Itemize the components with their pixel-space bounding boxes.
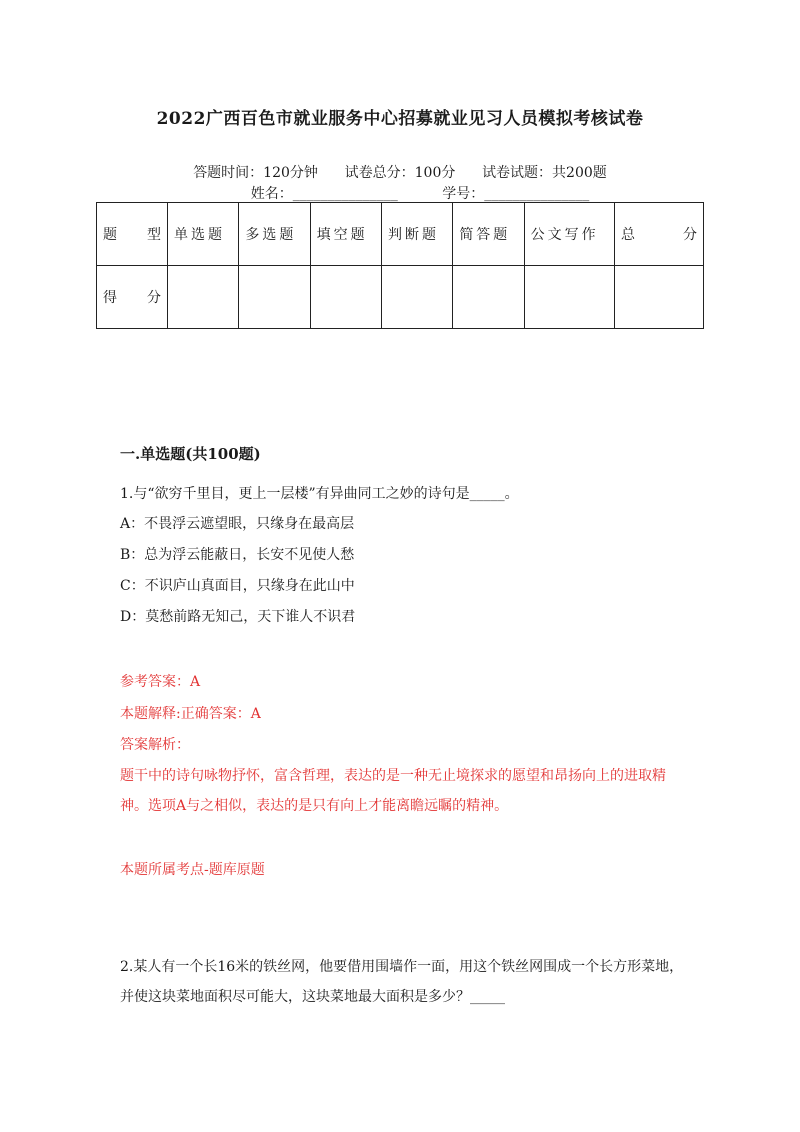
score-table <box>96 202 704 329</box>
name-field: 姓名：_______________ <box>250 186 398 202</box>
question-1-analysis: 题干中的诗句咏物抒怀，富含哲理，表达的是一种无止境探求的愿望和昂扬向上的进取精神。选项A与之相似，表达的是只有向上才能离瞻远瞩的精神。 <box>120 768 666 814</box>
score-table-score-row <box>97 266 704 329</box>
question-1-option-a: A：不畏浮云遮望眼，只缘身在最高层 <box>120 516 355 532</box>
question-1-stem: 1.与“欲穷千里目，更上一层楼”有异曲同工之妙的诗句是_____。 <box>120 486 519 502</box>
score-cell <box>524 266 614 329</box>
score-cell <box>453 266 524 329</box>
score-cell <box>168 266 239 329</box>
question-1-source: 本题所属考点-题库原题 <box>120 862 265 878</box>
col-single-choice: 单选题 <box>168 203 239 266</box>
score-table-header-row <box>97 203 704 266</box>
exam-title: 2022广西百色市就业服务中心招募就业见习人员模拟考核试卷 <box>156 109 644 129</box>
question-1-answer: 参考答案：A <box>120 674 201 690</box>
score-cell <box>239 266 310 329</box>
type-header-left: 题 <box>103 227 117 243</box>
question-1-option-d: D：莫愁前路无知己，天下谁人不识君 <box>120 609 356 625</box>
total-score: 试卷总分：100分 <box>344 165 456 181</box>
col-multi-choice: 多选题 <box>239 203 310 266</box>
total-header-right: 分 <box>683 227 697 243</box>
question-1-explanation: 本题解释:正确答案：A <box>120 706 261 722</box>
col-true-false: 判断题 <box>381 203 452 266</box>
score-cell <box>310 266 381 329</box>
question-1-option-c: C：不识庐山真面目，只缘身在此山中 <box>120 578 355 594</box>
score-label-left: 得 <box>103 290 117 306</box>
question-1-analysis-label: 答案解析： <box>120 737 190 753</box>
type-header-cell <box>97 203 168 266</box>
student-info-line <box>20 183 800 203</box>
section-heading: 一.单选题(共100题) <box>120 445 261 463</box>
score-cell <box>381 266 452 329</box>
student-id-field: 学号：_______________ <box>442 186 590 202</box>
score-label-cell <box>97 266 168 329</box>
question-1-option-b: B：总为浮云能蔽日，长安不见使人愁 <box>120 547 355 563</box>
question-2-stem: 2.某人有一个长16米的铁丝网，他要借用围墙作一面，用这个铁丝网围成一个长方形菜地，并使这块菜地面积尽可能大，这块菜地最大面积是多少？_____ <box>120 959 684 1005</box>
col-fill-blank: 填空题 <box>310 203 381 266</box>
total-header-left: 总 <box>621 227 635 243</box>
col-short-answer: 简答题 <box>453 203 524 266</box>
type-header-right: 型 <box>147 227 161 243</box>
score-cell <box>615 266 704 329</box>
question-count: 试卷试题：共200题 <box>482 165 607 181</box>
col-total <box>615 203 704 266</box>
answer-time: 答题时间：120分钟 <box>193 165 318 181</box>
col-official-writing: 公文写作 <box>524 203 614 266</box>
score-label-right: 分 <box>147 290 161 306</box>
exam-info-line <box>0 162 800 182</box>
